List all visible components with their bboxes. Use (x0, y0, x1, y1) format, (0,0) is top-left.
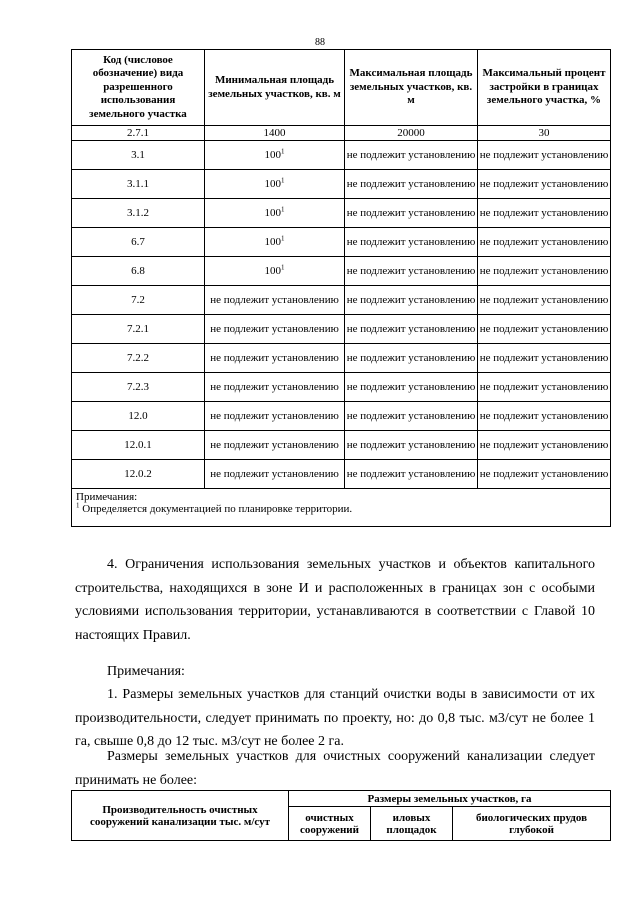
cell-min-area-text: не подлежит установлению (210, 381, 339, 393)
land-plot-parameters-table (71, 49, 611, 527)
cell-code-text: 12.0.1 (124, 439, 152, 451)
cell-min-area (205, 228, 345, 257)
notes-title: Примечания: (107, 664, 185, 679)
cell-min-area (205, 402, 345, 431)
cell-code-text: 6.8 (131, 265, 145, 277)
cell-max-area-text: не подлежит установлению (346, 352, 476, 364)
cell-code (72, 141, 205, 170)
footnote-superscript: 1 (281, 147, 285, 156)
note-2: Размеры земельных участков для очистных сооружений канализации следует принимать не более: (75, 749, 595, 788)
table-row (72, 141, 611, 170)
cell-max-area-text: не подлежит установлению (346, 323, 476, 335)
cell-max-coverage-text: 30 (538, 127, 550, 139)
sewage-plot-size-table (71, 790, 611, 841)
cell-max-area-text: не подлежит установлению (346, 149, 476, 161)
cell-code-text: 3.1.2 (127, 207, 149, 219)
cell-max-coverage-text: не подлежит установлению (479, 207, 609, 219)
header-min-area: Минимальная площадь земельных участков, кв. м (205, 50, 345, 126)
cell-min-area (205, 286, 345, 315)
cell-code (72, 344, 205, 373)
cell-max-coverage-text: не подлежит установлению (479, 149, 609, 161)
cell-max-area (345, 199, 478, 228)
cell-min-area (205, 257, 345, 286)
table-row (72, 402, 611, 431)
cell-max-coverage-text: не подлежит установлению (479, 294, 609, 306)
cell-code-text: 7.2.2 (127, 352, 149, 364)
cell-code-text: 12.0.2 (124, 468, 152, 480)
cell-code (72, 315, 205, 344)
footnote-superscript: 1 (281, 205, 285, 214)
cell-max-area-text: не подлежит установлению (346, 294, 476, 306)
table-header-row (72, 50, 611, 126)
cell-max-coverage-text: не подлежит установлению (479, 236, 609, 248)
header-bio-ponds: биологических прудов глубокой (453, 807, 611, 841)
header-capacity: Производительность очистных сооружений канализации тыс. м/сут (72, 791, 289, 841)
cell-max-area (345, 286, 478, 315)
cell-min-area-text: не подлежит установлению (210, 468, 339, 480)
table-row (72, 286, 611, 315)
table-row (72, 460, 611, 489)
table-notes-row (72, 489, 611, 527)
cell-max-area-text: не подлежит установлению (346, 265, 476, 277)
cell-max-coverage (478, 431, 611, 460)
cell-max-coverage (478, 344, 611, 373)
cell-code-text: 7.2.3 (127, 381, 149, 393)
cell-max-coverage (478, 460, 611, 489)
cell-min-area (205, 170, 345, 199)
cell-max-coverage (478, 257, 611, 286)
cell-max-area-text: не подлежит установлению (346, 178, 476, 190)
cell-code (72, 228, 205, 257)
cell-max-area (345, 126, 478, 141)
cell-code-text: 12.0 (128, 410, 148, 422)
table-row (72, 431, 611, 460)
table-notes-cell (72, 489, 611, 527)
cell-code (72, 257, 205, 286)
cell-min-area-text: 100 (264, 207, 281, 219)
paragraph-4: 4. Ограничения использования земельных участков и объектов капитального строительства, находящихся в зоне И и расположенных в границах зон с особыми условиями использования территории, устанавливаются в соответствии с Главой 10 настоящих Правил. (75, 557, 595, 643)
cell-max-area (345, 141, 478, 170)
table-row (72, 344, 611, 373)
cell-max-coverage-text: не подлежит установлению (479, 381, 609, 393)
cell-min-area (205, 460, 345, 489)
cell-code-text: 3.1.1 (127, 178, 149, 190)
cell-min-area (205, 199, 345, 228)
cell-min-area-text: 100 (264, 178, 281, 190)
cell-code (72, 286, 205, 315)
footnote-superscript: 1 (281, 263, 285, 272)
header-treatment-facilities: очистных сооружений (289, 807, 371, 841)
cell-code-text: 3.1 (131, 149, 145, 161)
cell-min-area (205, 431, 345, 460)
cell-max-area (345, 228, 478, 257)
cell-max-area (345, 170, 478, 199)
cell-code (72, 431, 205, 460)
table-row (72, 126, 611, 141)
cell-code-text: 7.2.1 (127, 323, 149, 335)
cell-max-coverage (478, 402, 611, 431)
cell-max-area (345, 431, 478, 460)
cell-code (72, 402, 205, 431)
cell-max-coverage (478, 315, 611, 344)
cell-max-coverage (478, 170, 611, 199)
cell-min-area-text: не подлежит установлению (210, 410, 339, 422)
table-body (72, 126, 611, 489)
table-note-1 (76, 503, 606, 515)
cell-max-area-text: не подлежит установлению (346, 207, 476, 219)
table-notes-title: Примечания: (76, 491, 138, 503)
cell-max-area-text: не подлежит установлению (346, 236, 476, 248)
cell-max-coverage-text: не подлежит установлению (479, 323, 609, 335)
cell-max-area-text: 20000 (397, 127, 425, 139)
bottom-header-row-1 (72, 791, 611, 807)
cell-max-coverage (478, 199, 611, 228)
cell-code-text: 2.7.1 (127, 127, 149, 139)
header-max-area: Максимальная площадь земельных участков, кв. м (345, 50, 478, 126)
table-row (72, 257, 611, 286)
footnote-superscript: 1 (281, 176, 285, 185)
cell-max-area-text: не подлежит установлению (346, 468, 476, 480)
table-row (72, 315, 611, 344)
cell-code-text: 6.7 (131, 236, 145, 248)
cell-max-coverage-text: не подлежит установлению (479, 410, 609, 422)
cell-max-coverage (478, 228, 611, 257)
cell-max-area (345, 460, 478, 489)
cell-max-coverage-text: не подлежит установлению (479, 468, 609, 480)
table-note-text: Определяется документацией по планировке территории. (79, 503, 353, 515)
cell-max-coverage-text: не подлежит установлению (479, 439, 609, 451)
cell-max-coverage (478, 286, 611, 315)
cell-min-area (205, 315, 345, 344)
cell-min-area-text: 1400 (263, 127, 286, 139)
cell-max-area (345, 373, 478, 402)
cell-max-coverage (478, 373, 611, 402)
cell-code (72, 126, 205, 141)
cell-min-area-text: 100 (264, 265, 281, 277)
cell-code (72, 460, 205, 489)
header-sludge-sites: иловых площадок (371, 807, 453, 841)
cell-max-area (345, 402, 478, 431)
cell-max-coverage (478, 141, 611, 170)
cell-min-area-text: не подлежит установлению (210, 294, 339, 306)
header-code: Код (числовое обозначение) вида разрешенного использования земельного участка (72, 50, 205, 126)
cell-min-area-text: не подлежит установлению (210, 323, 339, 335)
cell-min-area-text: не подлежит установлению (210, 352, 339, 364)
table-row (72, 199, 611, 228)
table-row (72, 373, 611, 402)
cell-min-area-text: не подлежит установлению (210, 439, 339, 451)
cell-code (72, 199, 205, 228)
cell-min-area (205, 373, 345, 402)
cell-min-area (205, 141, 345, 170)
cell-min-area-text: 100 (264, 236, 281, 248)
cell-min-area-text: 100 (264, 149, 281, 161)
cell-min-area (205, 126, 345, 141)
cell-max-area-text: не подлежит установлению (346, 410, 476, 422)
note-superscript: 1 (76, 501, 80, 510)
footnote-superscript: 1 (281, 234, 285, 243)
note-1: 1. Размеры земельных участков для станций очистки воды в зависимости от их производительности, следует принимать по проекту, но: до 0,8 тыс. м3/сут не более 1 га, свыше 0,8 до 12 тыс. м3/сут не более 2 га. (75, 687, 595, 749)
cell-code (72, 373, 205, 402)
header-plot-sizes: Размеры земельных участков, га (289, 791, 611, 807)
cell-max-coverage-text: не подлежит установлению (479, 178, 609, 190)
table-row (72, 228, 611, 257)
cell-code (72, 170, 205, 199)
table-row (72, 170, 611, 199)
cell-max-coverage (478, 126, 611, 141)
cell-max-area (345, 257, 478, 286)
cell-min-area (205, 344, 345, 373)
cell-max-area (345, 344, 478, 373)
cell-code-text: 7.2 (131, 294, 145, 306)
header-max-coverage: Максимальный процент застройки в границах земельного участка, % (478, 50, 611, 126)
cell-max-area-text: не подлежит установлению (346, 439, 476, 451)
page-number: 88 (315, 37, 325, 48)
cell-max-area-text: не подлежит установлению (346, 381, 476, 393)
cell-max-coverage-text: не подлежит установлению (479, 265, 609, 277)
cell-max-coverage-text: не подлежит установлению (479, 352, 609, 364)
cell-max-area (345, 315, 478, 344)
